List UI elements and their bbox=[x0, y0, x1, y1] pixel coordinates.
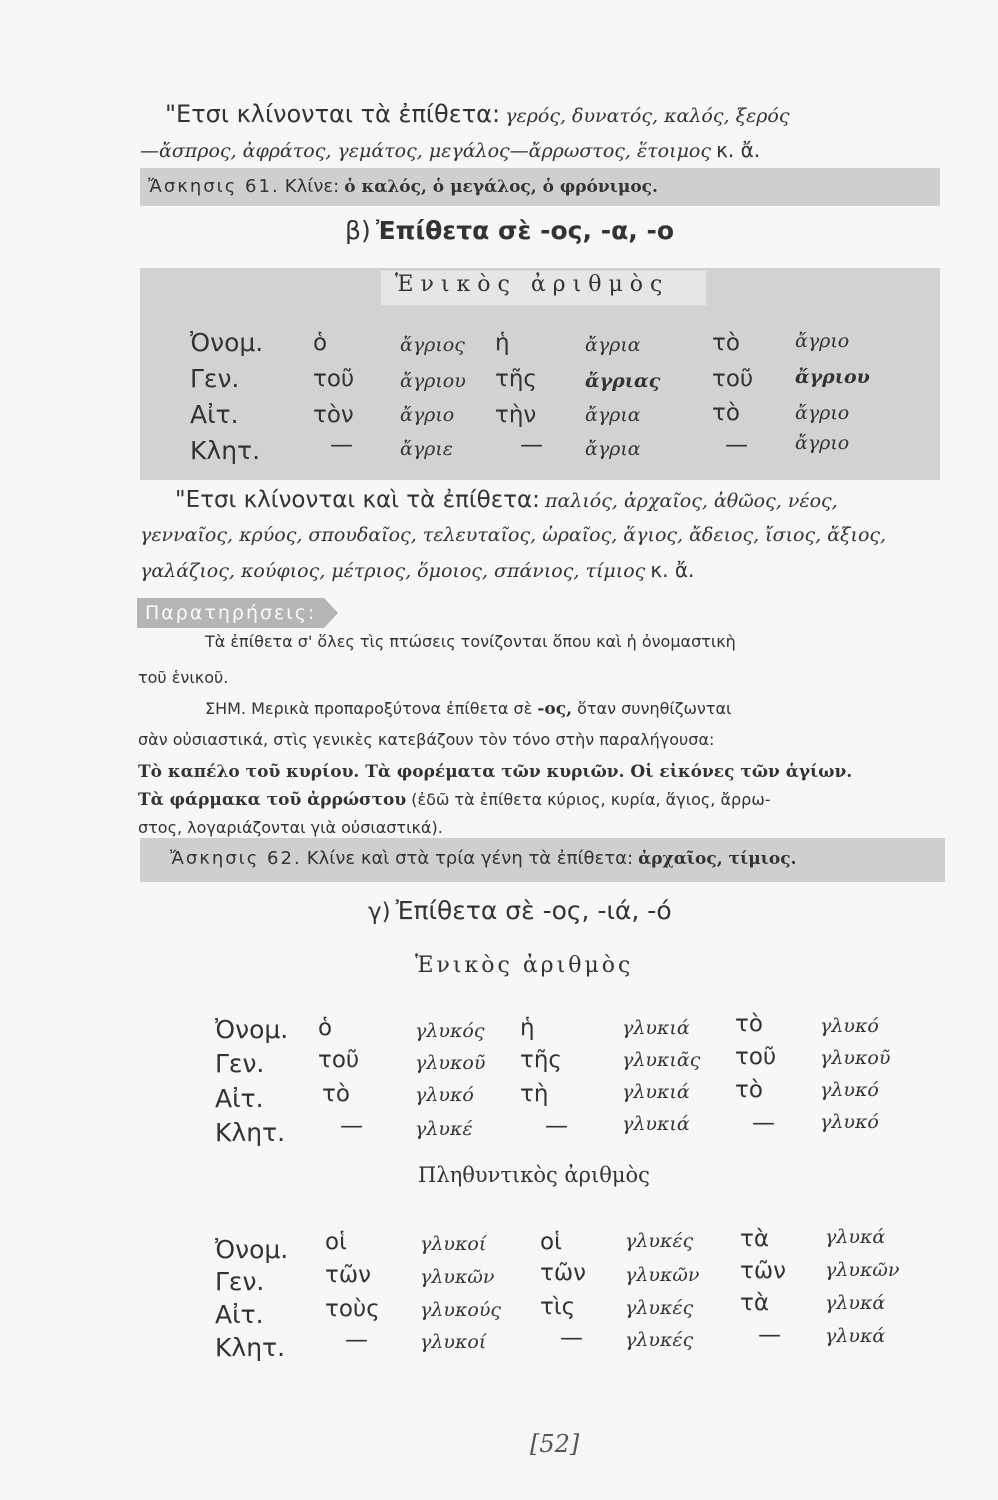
sim-line-5: στος, λογαριάζονται γιὰ οὐσιαστικά). bbox=[138, 818, 443, 837]
exercise-62: Ἄσκησις 62. Κλίνε καὶ στὰ τρία γένη τὰ ἐπίθετα: ἀρχαῖος, τίμιος. bbox=[170, 848, 797, 869]
paragraph-1-line-1: "Ετσι κλίνονται τὰ ἐπίθετα: γερός, δυνατός, καλός, ξερός bbox=[165, 100, 790, 128]
section-g-heading: γ) Ἐπίθετα σὲ -ος, -ιά, -ό bbox=[368, 896, 672, 925]
paragraph-2-line-1: "Ετσι κλίνονται καὶ τὰ ἐπίθετα: παλιός, ἀρχαῖος, ἀθῶος, νέος, bbox=[175, 487, 838, 513]
sim-line-3: Τὸ καπέλο τοῦ κυρίου. Τὰ φορέματα τῶν κυριῶν. Οἱ εἰκόνες τῶν ἁγίων. bbox=[138, 762, 853, 782]
section-b-heading: β) Ἐπίθετα σὲ -ος, -α, -ο bbox=[345, 216, 675, 245]
book-page: "Ετσι κλίνονται τὰ ἐπίθετα: γερός, δυνατός, καλός, ξερός —ἄσπρος, ἀφράτος, γεμάτος, μεγάλος—ἄρρωστος, ἕτοιμος κ. ἄ. Ἄσκησις 61. Κλίνε: ὁ καλός, ὁ μεγάλος, ὁ φρόνιμος. β) Ἐπίθετα σὲ -ος, -α, -ο Ἑνικὸς ἀριθμὸς Ὀνομ. ὁ ἄγριος ἡ ἄγρια τὸ ἄγριο Γεν. τοῦ ἄγριου τῆς ἄγριας τοῦ ἄγριου Αἰτ. τὸν ἄγριο τὴν ἄγρια τὸ ἄγριο Κλητ. — ἄγριε — ἄγρια — ἄγριο "Ετσι κλίνονται καὶ τὰ ἐπίθετα: παλιός, ἀρχαῖος, ἀθῶος, νέος, γενναῖος, κρύος, σπουδαῖος, τελευταῖος, ὡραῖος, ἅγιος, ἄδειος, ἴσιος, ἄξιος, γαλάζιος, κούφιος, μέτριος, ὅμοιος, σπάνιος, τίμιος κ. ἄ. Παρατηρήσεις: Τὰ ἐπίθετα σ' ὅλες τὶς πτώσεις τονίζονται ὅπου καὶ ἡ ὀνομαστικὴ τοῦ ἑνικοῦ. ΣΗΜ. Μερικὰ προπαροξύτονα ἐπίθετα σὲ -ος, ὅταν συνηθίζωνται σὰν οὐσιαστικά, στὶς γενικὲς κατεβάζουν τὸν τόνο στὴν παραλήγουσα: Τὸ καπέλο τοῦ κυρίου. Τὰ φορέματα τῶν κυριῶν. Οἱ εἰκόνες τῶν ἁγίων. Τὰ φάρμακα τοῦ ἀρρώστου (ἐδῶ τὰ ἐπίθετα κύριος, κυρία, ἅγιος, ἄρρω- στος, λογαριάζονται γιὰ οὐσιαστικά). Ἄσκησις 62. Κλίνε καὶ στὰ τρία γένη τὰ ἐπίθετα: ἀρχαῖος, τίμιος. γ) Ἐπίθετα σὲ -ος, -ιά, -ό Ἑνικὸς ἀριθμὸς Ὀνομ. ὁ γλυκός ἡ γλυκιά τὸ γλυκό Γεν. τοῦ γλυκοῦ τῆς γλυκιᾶς τοῦ γλυκοῦ Αἰτ. τὸ γλυκό τὴ γλυκιά τὸ γλυκό Κλητ. — γλυκέ — γλυκιά — γλυκό Πληθυντικὸς ἀριθμὸς Ὀνομ. οἱ γλυκοί οἱ γλυκές τὰ γλυκά Γεν. τῶν γλυκῶν τῶν γλυκῶν τῶν γλυκῶν Αἰτ. τοὺς γλυκούς τὶς γλυκές τὰ γλυκά Κλητ. — γλυκοί — γλυκές — γλυκά [52] bbox=[0, 0, 998, 1500]
sim-line-1: ΣΗΜ. Μερικὰ προπαροξύτονα ἐπίθετα σὲ -ος, ὅταν συνηθίζωνται bbox=[205, 699, 732, 719]
note-1-line-2: τοῦ ἑνικοῦ. bbox=[138, 668, 229, 687]
sim-line-4: Τὰ φάρμακα τοῦ ἀρρώστου (ἐδῶ τὰ ἐπίθετα κύριος, κυρία, ἅγιος, ἄρρω- bbox=[138, 790, 771, 810]
table-b-header: Ἑνικὸς ἀριθμὸς bbox=[395, 272, 670, 297]
note-1-line-1: Τὰ ἐπίθετα σ' ὅλες τὶς πτώσεις τονίζονται ὅπου καὶ ἡ ὀνομαστικὴ bbox=[205, 632, 736, 651]
paragraph-1-line-2: —ἄσπρος, ἀφράτος, γεμάτος, μεγάλος—ἄρρωστος, ἕτοιμος κ. ἄ. bbox=[140, 138, 761, 162]
sim-line-2: σὰν οὐσιαστικά, στὶς γενικὲς κατεβάζουν τὸν τόνο στὴν παραλήγουσα: bbox=[138, 730, 715, 749]
paragraph-2-line-3: γαλάζιος, κούφιος, μέτριος, ὅμοιος, σπάνιος, τίμιος κ. ἄ. bbox=[140, 558, 695, 582]
table-g-plural-header: Πληθυντικὸς ἀριθμὸς bbox=[418, 1163, 650, 1187]
table-g-singular-header: Ἑνικὸς ἀριθμὸς bbox=[415, 953, 634, 978]
page-number: [52] bbox=[530, 1430, 580, 1458]
exercise-61: Ἄσκησις 61. Κλίνε: ὁ καλός, ὁ μεγάλος, ὁ φρόνιμος. bbox=[148, 176, 658, 197]
notes-tag: Παρατηρήσεις: bbox=[137, 598, 324, 628]
paragraph-2-line-2: γενναῖος, κρύος, σπουδαῖος, τελευταῖος, ὡραῖος, ἅγιος, ἄδειος, ἴσιος, ἄξιος, bbox=[140, 524, 887, 546]
